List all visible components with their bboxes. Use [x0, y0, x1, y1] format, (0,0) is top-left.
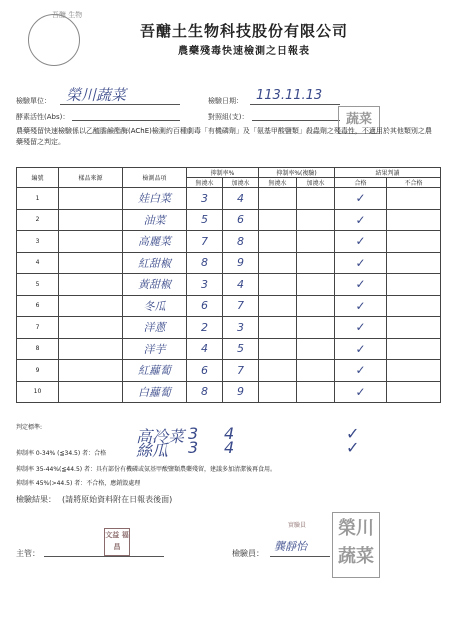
row-rate-no-water: 3	[187, 274, 223, 296]
top-stamp: 蔬菜	[338, 106, 380, 134]
header-no-water: 無澆水	[187, 178, 223, 188]
row-rate-no-water: 4	[187, 338, 223, 360]
row-fail	[387, 209, 441, 231]
extra-pass-check: ✓	[346, 424, 360, 443]
row-source	[59, 252, 123, 274]
row-rate-no-water: 6	[187, 295, 223, 317]
row-source	[59, 231, 123, 253]
row-number: 7	[17, 317, 59, 339]
row-rate-water: 7	[223, 360, 259, 382]
sample-unit-line	[60, 104, 180, 105]
row-number: 8	[17, 338, 59, 360]
row-fail	[387, 188, 441, 210]
row-recheck-no-water	[259, 252, 297, 274]
row-rate-no-water: 8	[187, 381, 223, 403]
row-pass-check: ✓	[335, 231, 387, 253]
row-fail	[387, 317, 441, 339]
row-rate-water: 9	[223, 381, 259, 403]
row-fail	[387, 252, 441, 274]
row-rate-water: 3	[223, 317, 259, 339]
row-number: 5	[17, 274, 59, 296]
row-recheck-no-water	[259, 295, 297, 317]
criteria-line-2: 抑制率 35-44%(≦44.5) 者：具有部份有機磷或氨基甲酸鹽類農藥殘留，建議多加清潔後再食用。	[16, 466, 277, 473]
row-recheck-no-water	[259, 209, 297, 231]
row-recheck-water	[297, 231, 335, 253]
row-rate-no-water: 6	[187, 360, 223, 382]
row-source	[59, 209, 123, 231]
row-rate-water: 7	[223, 295, 259, 317]
row-rate-water: 4	[223, 188, 259, 210]
row-item: 紅甜椒	[123, 252, 187, 274]
date-label: 檢驗日期：	[208, 97, 243, 105]
row-pass-check: ✓	[335, 360, 387, 382]
sample-unit-label: 檢驗單位：	[16, 97, 51, 105]
extra-rate-water: 4	[224, 438, 235, 457]
row-source	[59, 338, 123, 360]
company-stamp: 榮川 蔬菜	[332, 512, 380, 578]
header-item: 檢測品項	[123, 168, 187, 188]
extra-rate-no-water: 3	[188, 438, 199, 457]
header-rate: 抑制率%	[187, 168, 259, 178]
extra-item: 絲瓜	[136, 441, 169, 460]
extra-rate-no-water: 3	[188, 424, 199, 443]
row-rate-no-water: 3	[187, 188, 223, 210]
date-line	[250, 104, 340, 105]
row-recheck-no-water	[259, 381, 297, 403]
row-number: 3	[17, 231, 59, 253]
header-source: 樣品來源	[59, 168, 123, 188]
row-number: 10	[17, 381, 59, 403]
extra-item: 高冷菜	[136, 427, 185, 446]
header-rate-recheck: 抑制率%(複驗)	[259, 168, 335, 178]
row-recheck-water	[297, 381, 335, 403]
row-source	[59, 295, 123, 317]
row-rate-no-water: 7	[187, 231, 223, 253]
row-item: 紅蘿蔔	[123, 360, 187, 382]
row-source	[59, 360, 123, 382]
row-pass-check: ✓	[335, 381, 387, 403]
header-water-2: 加澆水	[297, 178, 335, 188]
row-number: 6	[17, 295, 59, 317]
table-row	[17, 360, 441, 382]
inspector-line	[270, 556, 330, 557]
row-rate-water: 5	[223, 338, 259, 360]
header-pass: 合格	[335, 178, 387, 188]
row-item: 洋蔥	[123, 317, 187, 339]
method-note: 農藥殘留快速檢驗係以乙醯膽鹼酯酶(AChE)檢測約百種劇毒「有機磷劑」及「氨基甲酸鹽類」殺蟲劑之殘毒性，不適用於其他類別之農藥殘留之判定。	[16, 127, 432, 146]
table-row	[17, 188, 441, 210]
row-recheck-water	[297, 338, 335, 360]
row-source	[59, 317, 123, 339]
row-source	[59, 188, 123, 210]
row-recheck-water	[297, 252, 335, 274]
supervisor-stamp: 文益 福昌	[104, 528, 130, 556]
row-rate-no-water: 2	[187, 317, 223, 339]
row-fail	[387, 338, 441, 360]
table-row	[17, 231, 441, 253]
row-item: 黃甜椒	[123, 274, 187, 296]
header-result: 結果判讀	[335, 168, 441, 178]
row-item: 娃白菜	[123, 188, 187, 210]
row-fail	[387, 274, 441, 296]
inspector-signature: 龔靜怡	[274, 540, 307, 553]
row-source	[59, 274, 123, 296]
table-row	[17, 274, 441, 296]
row-pass-check: ✓	[335, 338, 387, 360]
row-recheck-water	[297, 360, 335, 382]
inspector-label: 檢驗員：	[232, 549, 264, 558]
extra-pass-check: ✓	[346, 438, 360, 457]
report-title: 農藥殘毒快速檢測之日報表	[178, 46, 310, 57]
row-fail	[387, 295, 441, 317]
control-label: 對照組(支)：	[208, 113, 249, 121]
row-pass-check: ✓	[335, 274, 387, 296]
table-row	[17, 338, 441, 360]
row-number: 4	[17, 252, 59, 274]
company-logo	[28, 14, 80, 66]
supervisor-line	[44, 556, 164, 557]
row-recheck-no-water	[259, 317, 297, 339]
row-rate-water: 8	[223, 231, 259, 253]
row-recheck-water	[297, 188, 335, 210]
result-text: (請將原始資料附在日報表後面)	[62, 495, 173, 504]
header-no-water-2: 無澆水	[259, 178, 297, 188]
row-item: 高麗菜	[123, 231, 187, 253]
row-recheck-no-water	[259, 360, 297, 382]
logo-text: 吾醣 生物	[52, 11, 83, 19]
row-pass-check: ✓	[335, 209, 387, 231]
row-number: 1	[17, 188, 59, 210]
row-fail	[387, 381, 441, 403]
result-label: 檢驗結果：	[16, 495, 56, 504]
row-recheck-water	[297, 209, 335, 231]
sample-unit-value: 榮川蔬菜	[66, 86, 127, 104]
row-fail	[387, 360, 441, 382]
row-pass-check: ✓	[335, 317, 387, 339]
row-recheck-no-water	[259, 231, 297, 253]
row-item: 油菜	[123, 209, 187, 231]
criteria-title: 判定標準:	[16, 424, 43, 431]
header-water: 加澆水	[223, 178, 259, 188]
row-number: 9	[17, 360, 59, 382]
row-recheck-no-water	[259, 338, 297, 360]
inspector-small-stamp: 實驗員	[288, 522, 307, 529]
row-rate-no-water: 8	[187, 252, 223, 274]
table-row	[17, 317, 441, 339]
row-item: 洋芋	[123, 338, 187, 360]
row-rate-water: 4	[223, 274, 259, 296]
criteria-line-3: 抑制率 45%(>44.5) 者：不合格，應銷毀處理	[16, 480, 141, 487]
row-recheck-water	[297, 274, 335, 296]
table-row	[17, 252, 441, 274]
row-pass-check: ✓	[335, 188, 387, 210]
results-table	[16, 167, 441, 403]
abs-line	[72, 120, 180, 121]
row-rate-no-water: 5	[187, 209, 223, 231]
date-value: 113.11.13	[256, 88, 323, 103]
row-item: 冬瓜	[123, 295, 187, 317]
row-pass-check: ✓	[335, 252, 387, 274]
row-rate-water: 9	[223, 252, 259, 274]
table-row	[17, 209, 441, 231]
table-row	[17, 295, 441, 317]
extra-rate-water: 4	[224, 424, 235, 443]
supervisor-label: 主管：	[16, 549, 40, 558]
row-number: 2	[17, 209, 59, 231]
table-row	[17, 381, 441, 403]
abs-label: 酵素活性(Abs)：	[16, 113, 70, 121]
row-rate-water: 6	[223, 209, 259, 231]
row-recheck-water	[297, 317, 335, 339]
row-recheck-water	[297, 295, 335, 317]
row-item: 白蘿蔔	[123, 381, 187, 403]
row-recheck-no-water	[259, 274, 297, 296]
row-fail	[387, 231, 441, 253]
row-pass-check: ✓	[335, 295, 387, 317]
row-source	[59, 381, 123, 403]
company-name: 吾醣土生物科技股份有限公司	[140, 22, 349, 40]
row-recheck-no-water	[259, 188, 297, 210]
header-fail: 不合格	[387, 178, 441, 188]
criteria-line-1: 抑制率 0-34% (≦34.5) 者：合格	[16, 450, 107, 457]
control-line	[252, 120, 340, 121]
header-index: 編號	[17, 168, 59, 188]
